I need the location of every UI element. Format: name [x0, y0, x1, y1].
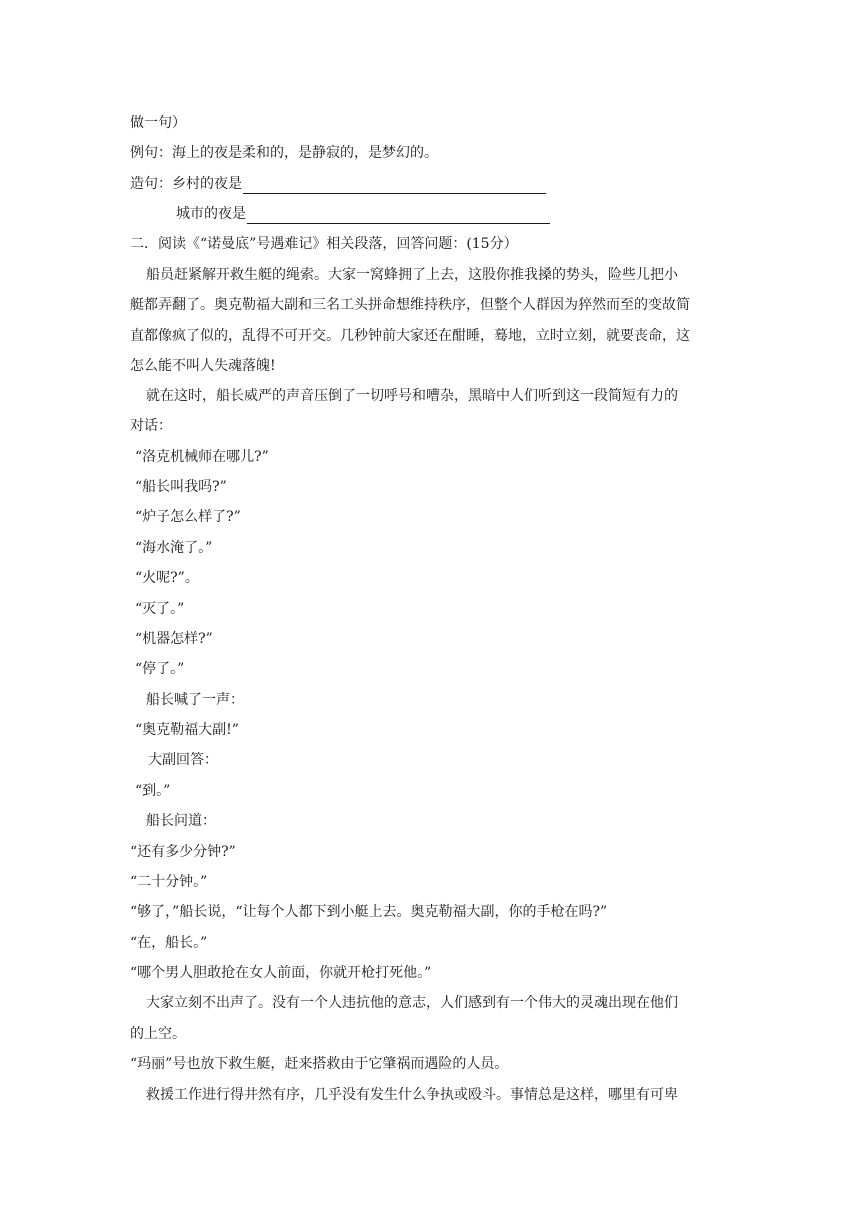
dialogue-line: “炉子怎么样了?”	[135, 509, 241, 525]
dialogue-line: “哪个男人胆敢抢在女人前面，你就开枪打死他。”	[130, 965, 432, 981]
dialogue-line: “奥克勒福大副!”	[135, 722, 239, 738]
paragraph-line: 大家立刻不出声了。没有一个人违抗他的意志，人们感到有一个伟大的灵魂出现在他们	[146, 995, 678, 1011]
paragraph-line: 救援工作进行得井然有序，几乎没有发生什么争执或殴斗。事情总是这样，哪里有可卑	[146, 1087, 678, 1103]
dialogue-line: 大副回答：	[148, 752, 218, 768]
dialogue-line: “火呢?”。	[135, 570, 199, 586]
dialogue-line: “灭了。”	[135, 601, 185, 617]
paragraph-line: 对话：	[130, 418, 172, 434]
dialogue-line: “在，船长。”	[130, 935, 208, 951]
dialogue-line: “洛克机械师在哪儿?”	[135, 449, 269, 465]
dialogue-line: “海水淹了。”	[135, 540, 213, 556]
dialogue-line: 船长问道：	[146, 813, 216, 829]
paragraph-line: 艇都弄翻了。奥克勒福大副和三名工头拼命想维持秩序，但整个人群因为猝然而至的变故简	[130, 297, 690, 313]
city-night-blank[interactable]	[247, 207, 550, 224]
dialogue-line: “机器怎样?”	[135, 631, 213, 647]
dialogue-line: “停了。”	[135, 661, 185, 677]
dialogue-line: “还有多少分钟?”	[130, 844, 236, 860]
rural-night-blank[interactable]	[243, 177, 546, 194]
dialogue-line: “到。”	[135, 783, 171, 799]
dialogue-line: 船长喊了一声：	[146, 692, 244, 708]
rural-night-label: 造句：乡村的夜是	[130, 176, 242, 192]
city-night-label: 城市的夜是	[176, 206, 246, 222]
paragraph-line: 就在这时，船长威严的声音压倒了一切呼号和嘈杂，黑暗中人们听到这一段简短有力的	[146, 388, 678, 404]
section-2-heading: 二．阅读《“诺曼底”号遇难记》相关段落，回答问题：(15分）	[130, 236, 518, 252]
paragraph-line: 船员赶紧解开救生艇的绳索。大家一窝蜂拥了上去，这股你推我搡的势头，险些儿把小	[146, 267, 678, 283]
paragraph-line: 直都像疯了似的，乱得不可开交。几秒钟前大家还在酣睡，蓦地，立时立刻，就要丧命，这	[130, 328, 690, 344]
dialogue-line: “够了，”船长说，“让每个人都下到小艇上去。奥克勒福大副，你的手枪在吗?”	[130, 904, 608, 920]
paragraph-line: 怎么能不叫人失魂落魄!	[130, 358, 276, 374]
example-sentence: 例句：海上的夜是柔和的，是静寂的，是梦幻的。	[130, 145, 438, 161]
paragraph-line: “玛丽”号也放下救生艇，赶来搭救由于它肇祸而遇险的人员。	[130, 1056, 509, 1072]
city-night-prompt	[176, 204, 860, 224]
dialogue-line: “二十分钟。”	[130, 874, 208, 890]
exercise-continuation: 做一句）	[130, 115, 186, 131]
rural-night-prompt	[130, 174, 860, 194]
paragraph-line: 的上空。	[130, 1026, 186, 1042]
dialogue-line: “船长叫我吗?”	[135, 479, 227, 495]
